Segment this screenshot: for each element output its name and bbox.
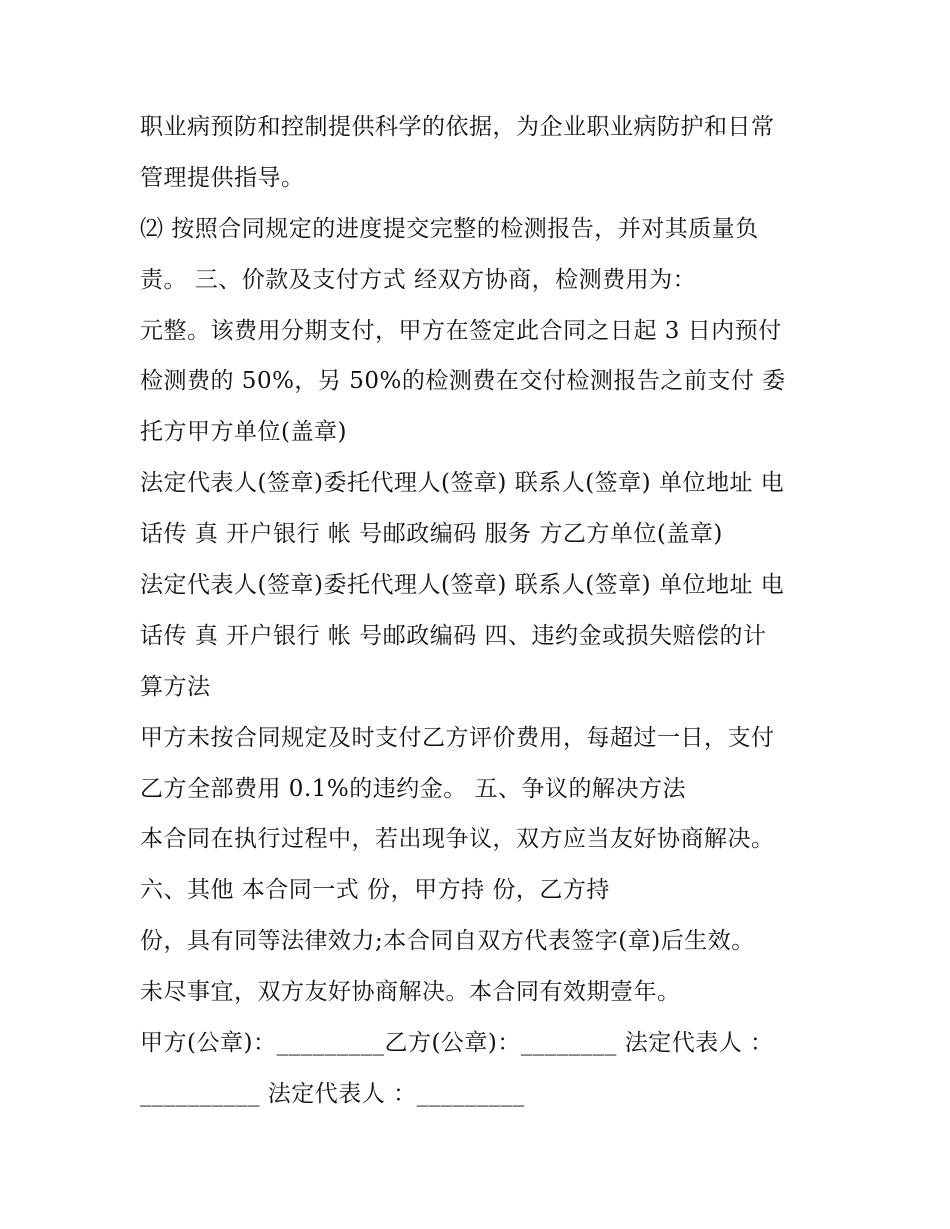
text-line: 话传 真 开户银行 帐 号邮政编码 服务 方乙方单位(盖章) xyxy=(140,521,723,548)
text-line: ⑵ 按照合同规定的进度提交完整的检测报告，并对其质量负 xyxy=(140,215,759,242)
text-line: 甲方未按合同规定及时支付乙方评价费用，每超过一日，支付 xyxy=(140,724,775,751)
text-line: 乙方全部费用 0.1%的违约金。 五、争议的解决方法 xyxy=(140,775,687,802)
text-line: 算方法 xyxy=(140,673,211,700)
text-line: 未尽事宜，双方友好协商解决。本合同有效期壹年。 xyxy=(140,979,681,1006)
text-line: 话传 真 开户银行 帐 号邮政编码 四、违约金或损失赔偿的计 xyxy=(140,622,767,649)
text-line: 六、其他 本合同一式 份，甲方持 份，乙方持 xyxy=(140,877,610,904)
text-line: 本合同在执行过程中，若出现争议，双方应当友好协商解决。 xyxy=(140,826,775,853)
text-line: 份，具有同等法律效力;本合同自双方代表签字(章)后生效。 xyxy=(140,928,755,955)
text-line: 职业病预防和控制提供科学的依据，为企业职业病防护和日常 xyxy=(140,114,775,140)
signature-line: __________ 法定代表人 ：_________ xyxy=(140,1080,525,1107)
text-line: 法定代表人(签章)委托代理人(签章) 联系人(签章) 单位地址 电 xyxy=(140,572,785,599)
text-line: 责。 三、价款及支付方式 经双方协商，检测费用为： xyxy=(140,266,697,293)
text-line: 托方甲方单位(盖章) xyxy=(140,419,347,446)
text-line: 管理提供指导。 xyxy=(140,164,305,191)
text-line: 法定代表人(签章)委托代理人(签章) 联系人(签章) 单位地址 电 xyxy=(140,470,785,497)
text-line: 检测费的 50%，另 50%的检测费在交付检测报告之前支付 委 xyxy=(140,368,786,395)
text-line: 元整。该费用分期支付，甲方在签定此合同之日起 3 日内预付 xyxy=(140,317,782,344)
document-body xyxy=(140,102,830,1120)
signature-line: 甲方(公章)：_________乙方(公章)：________ 法定代表人 ： xyxy=(140,1030,774,1057)
